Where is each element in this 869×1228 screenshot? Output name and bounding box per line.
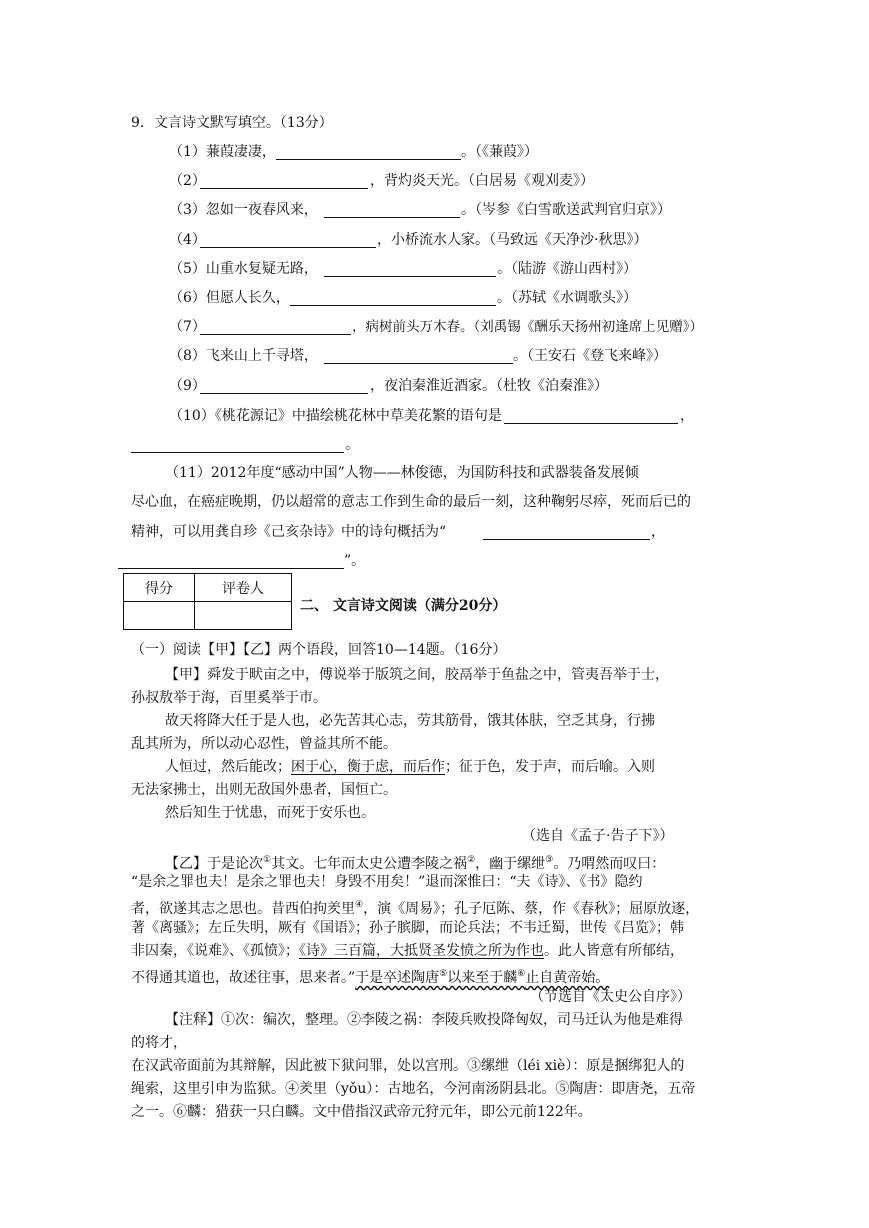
q9-item-6-prefix: （6）但愿人长久，: [169, 290, 290, 306]
section-2-title: 二、 文言诗文阅读（满分20分）: [300, 598, 507, 614]
note-ref-5: ⑤: [439, 969, 448, 979]
jia-p4: 然后知生于忧患，而死于安乐也。: [165, 805, 375, 821]
yi-l1-b: 其文。七年而太史公遭李陵之祸: [271, 856, 468, 872]
yi-l6-w2: 以来至于麟: [447, 970, 518, 986]
notes-line-1: 【注释】①次：编次，整理。②李陵之祸：李陵兵败投降匈奴，司马迁认为他是难得: [165, 1012, 683, 1028]
q9-item-6-blank[interactable]: [290, 305, 496, 306]
q9-item-9-prefix: （9）: [169, 378, 206, 394]
jia-p1-line-1: 【甲】舜发于畎亩之中，傅说举于版筑之间，胶鬲举于鱼盐之中，管夷吾举于士，: [165, 667, 669, 683]
q9-item-9-blank[interactable]: [200, 393, 368, 394]
yi-l6-a: 不得通其道也，故述往事，思来者。”: [131, 970, 356, 986]
yi-l6-w3: 止自黄帝始。: [525, 970, 610, 986]
q9-item-6-suffix: 。（苏轼《水调歌头》）: [497, 290, 637, 306]
yi-l3-b: ，演《周易》；孔子厄陈、蔡，作《春秋》；屈原放逐，: [363, 901, 700, 917]
yi-line-5: [131, 941, 684, 961]
q9-item-11-blank-2[interactable]: [118, 568, 344, 569]
q9-item-8-suffix: 。（王安石《登飞来峰》）: [513, 348, 667, 364]
notes-line-2: 的将才，: [131, 1035, 187, 1051]
jia-p1-line-2: 孙叔敖举于海，百里奚举于市。: [131, 690, 327, 706]
yi-line-3: [131, 895, 699, 919]
jia-p3-line-1: [165, 757, 655, 777]
yi-l5-b: 。此人皆意有所郁结，: [544, 943, 684, 959]
q9-item-11-line-3: 精神，可以用龚自珍《己亥杂诗》中的诗句概括为“: [131, 524, 447, 540]
notes-line-4: 绳索，这里引申为监狱。④羑里（yǒu）：古地名，今河南汤阴县北。⑤陶唐：即唐尧，五帝: [131, 1081, 696, 1097]
q9-item-1-prefix: （1）蒹葭凄凄，: [169, 144, 276, 160]
yi-l5-a: 非囚秦，《说难》、《孤愤》；: [131, 943, 299, 959]
q9-item-11-line-2: 尽心血，在癌症晚期，仍以超常的意志工作到生命的最后一刻，这种鞠躬尽瘁，死而后已的: [131, 494, 691, 510]
q9-item-5-prefix: （5）山重水复疑无路，: [169, 261, 318, 277]
q9-item-5-suffix: 。（陆游《游山西村》）: [497, 261, 637, 277]
q9-item-1-suffix: 。（《蒹葭》）: [461, 144, 538, 160]
q9-item-3-blank[interactable]: [324, 217, 460, 218]
jia-source: （选自《孟子·告子下》）: [522, 828, 674, 844]
note-ref-4: ④: [355, 900, 364, 910]
notes-line-3: 在汉武帝面前为其辩解，因此被下狱问罪，处以宫刑。③缧绁（léi xiè）：原是捆绑犯人的: [131, 1058, 685, 1074]
q9-item-4-prefix: （4）: [169, 232, 206, 248]
score-header: 得分: [124, 574, 195, 602]
yi-l1-d: 。乃喟然而叹曰：: [553, 856, 666, 872]
jia-p3-line-2: 无法家拂士，出则无敌国外患者，国恒亡。: [131, 782, 397, 798]
q9-item-10-comma: ，: [680, 408, 694, 424]
jia-p3-underlined: 困于心，衡于虑，而后作: [291, 759, 445, 775]
yi-line-1: [165, 850, 665, 874]
q9-item-2-blank[interactable]: [200, 188, 368, 189]
yi-l1-c: ，幽于缧绁: [475, 856, 546, 872]
q9-item-2-suffix: ，背灼炎天光。（白居易《观刈麦》）: [370, 173, 594, 189]
yi-l5-underlined: 《诗》三百篇，大抵贤圣发愤之所为作也: [299, 943, 544, 959]
q9-item-1-blank[interactable]: [276, 159, 461, 160]
q9-item-10-blank-1[interactable]: [504, 423, 678, 424]
q9-item-7-prefix: （7）: [169, 319, 206, 335]
jia-p3-pre: 人恒过，然后能改；: [165, 759, 291, 775]
q9-item-10-blank-2[interactable]: [131, 452, 344, 453]
q9-item-10-end: 。: [345, 437, 359, 453]
q9-item-9-suffix: ，夜泊秦淮近酒家。（杜牧《泊秦淮》）: [370, 378, 608, 394]
q9-item-3-prefix: （3）忽如一夜春风来，: [169, 202, 318, 218]
note-ref-1: ①: [263, 855, 272, 865]
yi-l6-w1: 于是卒述陶唐: [355, 970, 440, 986]
grader-cell[interactable]: [195, 602, 292, 630]
note-ref-3: ③: [545, 855, 554, 865]
jia-p3-post: ；征于色，发于声，而后喻。入则: [445, 759, 655, 775]
yi-l1-a: 【乙】于是论次: [165, 856, 263, 872]
note-ref-2: ②: [467, 855, 476, 865]
yi-l6-wavy: [355, 970, 609, 986]
yi-line-4: 著《离骚》；左丘失明，厥有《国语》；孙子膑脚，而论兵法；不韦迁蜀，世传《吕览》；韩: [131, 920, 684, 936]
q9-item-10-text: （10）《桃花源记》中描绘桃花林中草美花繁的语句是: [169, 408, 502, 424]
note-ref-6: ⑥: [517, 969, 526, 979]
score-cell[interactable]: [124, 602, 195, 630]
part-1-intro: （一）阅读【甲】【乙】两个语段，回答10—14题。（16分）: [131, 642, 507, 658]
jia-p2-line-1: 故天将降大任于是人也，必先苦其心志，劳其筋骨，饿其体肤，空乏其身，行拂: [165, 713, 655, 729]
q9-item-4-blank[interactable]: [200, 247, 376, 248]
grader-header: 评卷人: [195, 574, 292, 602]
q9-item-11-blank-1[interactable]: [483, 539, 650, 540]
jia-p2-line-2: 乱其所为，所以动心忍性，曾益其所不能。: [131, 736, 397, 752]
question-9-title: 9．文言诗文默写填空。（13分）: [131, 115, 333, 131]
q9-item-3-suffix: 。（岑参《白雪歌送武判官归京》）: [461, 202, 671, 218]
score-table: [123, 573, 292, 630]
q9-item-5-blank[interactable]: [324, 276, 496, 277]
q9-item-8-prefix: （8）飞来山上千寻塔，: [169, 348, 318, 364]
q9-item-7-suffix: ，病树前头万木春。（刘禹锡《酬乐天扬州初逢席上见赠》）: [352, 319, 703, 335]
q9-item-11-end: ”。: [344, 553, 366, 569]
q9-item-7-blank[interactable]: [200, 334, 351, 335]
q9-item-4-suffix: ，小桥流水人家。（马致远《天净沙·秋思》）: [377, 232, 648, 248]
yi-line-2: “是余之罪也夫！是余之罪也夫！身毁不用矣！”退而深惟曰：“夫《诗》、《书》隐约: [131, 874, 643, 890]
q9-item-8-blank[interactable]: [324, 363, 513, 364]
q9-item-2-prefix: （2）: [169, 173, 206, 189]
yi-l3-a: 者，欲遂其志之思也。昔西伯拘羑里: [131, 901, 355, 917]
yi-line-6: [131, 964, 609, 988]
q9-item-11-comma: ，: [651, 524, 665, 540]
notes-line-5: 之一。⑥麟：猎获一只白麟。文中借指汉武帝元狩元年，即公元前122年。: [131, 1104, 592, 1120]
yi-source: （节选自《太史公自序》）: [530, 989, 691, 1005]
q9-item-11-line-1: （11）2012年度“感动中国”人物——林俊德，为国防科技和武器装备发展倾: [165, 465, 639, 481]
